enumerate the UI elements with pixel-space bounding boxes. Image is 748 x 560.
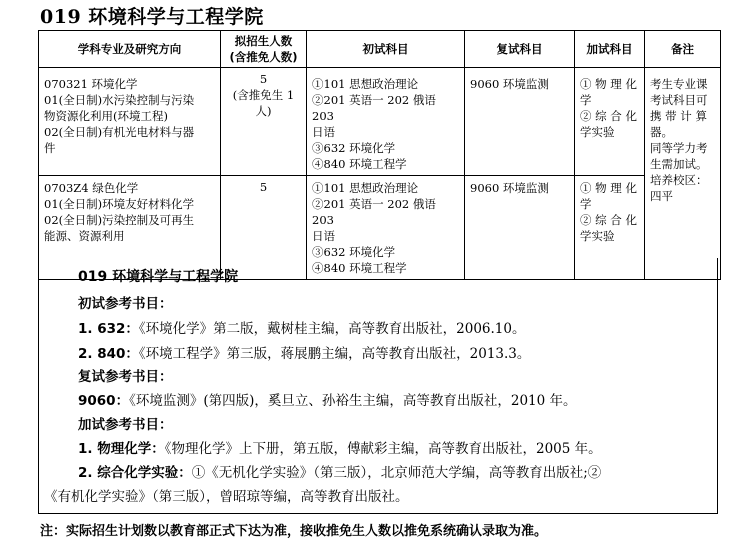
- cell-remark: 考生专业课 考试科目可 携 带 计 算 器。 同等学力考 生需加试。 培养校区： 四平: [645, 68, 721, 280]
- extra-reference-2: 2. 综合化学实验：①《无机化学实验》（第三版），北京师范大学编，高等教育出版社;②: [78, 465, 602, 481]
- page-title: 019 环境科学与工程学院: [40, 6, 264, 28]
- admissions-table: [38, 30, 721, 280]
- cell-retest: 9060 环境监测: [465, 176, 575, 280]
- retest-references-heading: 复试参考书目：: [78, 369, 173, 385]
- table-row: [39, 68, 721, 176]
- footnote: 注：实际招生计划数以教育部正式下达为准，接收推免生人数以推免系统确认录取为准。: [40, 524, 548, 539]
- header-remark: 备注: [645, 31, 721, 68]
- cell-direction: 0703Z4 绿色化学 01(全日制)环境友好材料化学 02(全日制)污染控制及可再生 能源、资源利用: [39, 176, 221, 280]
- table-header-row: [39, 31, 721, 68]
- header-initial: 初试科目: [307, 31, 465, 68]
- cell-extra: ① 物 理 化 学 ② 综 合 化 学实验: [575, 68, 645, 176]
- initial-reference-2: 2. 840：《环境工程学》第三版，蒋展鹏主编，高等教育出版社，2013.3。: [78, 346, 531, 362]
- header-direction: 学科专业及研究方向: [39, 31, 221, 68]
- extra-reference-2-continued: 《有机化学实验》（第三版），曾昭琼等编，高等教育出版社。: [44, 489, 409, 505]
- cell-retest: 9060 环境监测: [465, 68, 575, 176]
- cell-direction: 070321 环境化学 01(全日制)水污染控制与污染 物资源化利用(环境工程) 02(全日制)有机光电材料与器 件: [39, 68, 221, 176]
- header-retest: 复试科目: [465, 31, 575, 68]
- header-quota: 拟招生人数 (含推免人数): [221, 31, 307, 68]
- retest-reference-1: 9060：《环境监测》(第四版)，奚旦立、孙裕生主编，高等教育出版社，2010 年。: [78, 393, 577, 409]
- cell-quota: 5: [221, 176, 307, 280]
- cell-initial: ①101 思想政治理论 ②201 英语一 202 俄语 203 日语 ③632 环境化学 ④840 环境工程学: [307, 176, 465, 280]
- cell-initial: ①101 思想政治理论 ②201 英语一 202 俄语 203 日语 ③632 环境化学 ④840 环境工程学: [307, 68, 465, 176]
- cell-quota: 5 (含推免生 1 人): [221, 68, 307, 176]
- initial-references-heading: 初试参考书目：: [78, 296, 173, 312]
- extra-reference-1: 1. 物理化学：《物理化学》上下册，第五版，傅献彩主编，高等教育出版社，2005 年。: [78, 441, 602, 457]
- references-heading: 019 环境科学与工程学院: [78, 269, 239, 285]
- header-extra: 加试科目: [575, 31, 645, 68]
- extra-references-heading: 加试参考书目：: [78, 417, 173, 433]
- cell-extra: ① 物 理 化 学 ② 综 合 化 学实验: [575, 176, 645, 280]
- initial-reference-1: 1. 632：《环境化学》第二版，戴树桂主编，高等教育出版社，2006.10。: [78, 321, 526, 337]
